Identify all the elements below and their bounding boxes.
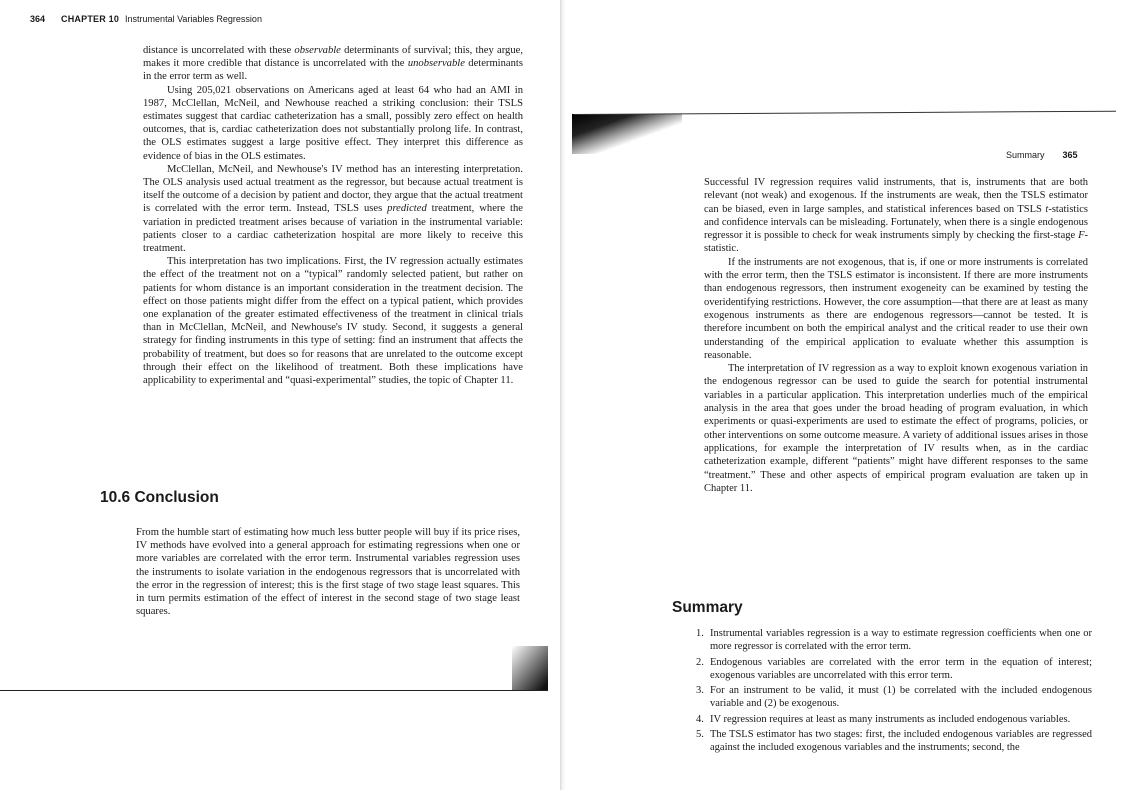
- paragraph: The interpretation of IV regression as a way to exploit known exogenous variation in the endogenous regressor can be used to guide the search for potential instrumental variables in a particular application. This interpretation underlies much of the empirical analysis in the area that goes under the broad heading of program evaluation, in which experiments or quasi-experiments are used to estimate the effect of programs, policies, or other interventions on some outcome measure. A variety of additional issues arises in those applications, for example the interpretation of IV results when, as in the cardiac catheterization example, different “patients” might have different responses to the same “treatment.” These and other aspects of empirical program evaluation are taken up in Chapter 11.: [704, 363, 1088, 494]
- left-running-head: [30, 14, 262, 24]
- chapter-title: Instrumental Variables Regression: [125, 14, 262, 24]
- list-item-text: Endogenous variables are correlated with the error term in the equation of interest; exogenous variables are uncorrelated with this error term.: [710, 656, 1092, 681]
- list-item: [696, 728, 1092, 755]
- right-page-number: 365: [1062, 150, 1078, 160]
- list-item: [696, 656, 1092, 683]
- right-running-head: [1006, 150, 1078, 160]
- right-body-text: [704, 176, 1088, 495]
- list-item: [696, 684, 1092, 711]
- left-page-number: 364: [30, 14, 46, 24]
- list-item: [696, 627, 1092, 654]
- list-number: 5.: [696, 729, 704, 741]
- paragraph: McClellan, McNeil, and Newhouse's IV method has an interesting interpretation. The OLS analysis used actual treatment as the regressor, but because actual treatment is itself the outcome of a decision by patient and doctor, they argue that the actual treatment is correlated with the error term. Instead, TSLS uses predicted treatment, where the variation in predicted treatment arises because of variation in the instrumental variable: patients closer to a cardiac catheterization hospital are more likely to receive this treatment.: [143, 163, 523, 255]
- list-item-text: The TSLS estimator has two stages: first, the included endogenous variables are regressed against the included exogenous variables and the instruments; second, the: [710, 729, 1092, 754]
- page-edge-line: [574, 111, 1116, 115]
- paragraph: Successful IV regression requires valid instruments, that is, instruments that are both relevant (not weak) and exogenous. If the instruments are weak, then the TSLS estimator can be biased, even in large samples, and statistical inferences based on TSLS t-statistics and confidence intervals can be misleading. Fortunately, when there is a single endogenous regressor it is possible to check for weak instruments simply by checking the first-stage F-statistic.: [704, 177, 1088, 255]
- summary-heading: Summary: [672, 599, 743, 616]
- right-page: [566, 0, 1148, 790]
- chapter-label: CHAPTER 10: [61, 14, 120, 24]
- section-heading: 10.6 Conclusion: [100, 489, 219, 506]
- left-page: [0, 0, 560, 790]
- summary-list: [696, 627, 1092, 757]
- list-item-text: Instrumental variables regression is a way to estimate regression coefficients when one or more regressor is correlated with the error term.: [710, 628, 1092, 653]
- paragraph: distance is uncorrelated with these observable determinants of survival; this, they argue, makes it more credible that distance is uncorrelated with the unobservable determinants in the error term as well.: [143, 45, 523, 83]
- paragraph: This interpretation has two implications. First, the IV regression actually estimates the effect of the treatment not on a “typical” randomly selected patient, but rather on patients for whom distance is an important consideration in the treatment decision. The effect on those patients might differ from the effect on a typical patient, which provides one explanation of the greater estimated effectiveness of the treatment in clinical trials than in McClellan, McNeil, and Newhouse's IV study. Second, it suggests a general strategy for finding instruments in this type of setting: find an instrument that affects the probability of treatment, but does so for reasons that are unrelated to the outcome except through their effect on the likelihood of treatment. Both these implications have applicability to experimental and “quasi-experimental” studies, the topic of Chapter 11.: [143, 256, 523, 387]
- left-body-text: [143, 44, 523, 387]
- page-edge-shadow: [572, 114, 682, 154]
- list-number: 4.: [696, 713, 704, 725]
- running-title: Summary: [1006, 150, 1045, 160]
- paragraph: If the instruments are not exogenous, that is, if one or more instruments is correlated with the error term, then the TSLS estimator is inconsistent. If there are more instruments than endogenous regressors, then instrument exogeneity can be examined by testing the overidentifying restrictions. However, the core assumption—that there are at least as many exogenous instruments as there are endogenous regressors—cannot be tested. It is therefore incumbent on both the empirical analyst and the critical reader to use their own understanding of the empirical application to evaluate whether this assumption is reasonable.: [704, 256, 1088, 361]
- list-number: 3.: [696, 685, 704, 697]
- paragraph: From the humble start of estimating how much less butter people will buy if its price rises, IV methods have evolved into a general approach for estimating regressions when one or more variables are correlated with the error term. Instrumental variables regression uses the instruments to isolate variation in the endogenous regressors that is uncorrelated with the error in the regression of interest; this is the first stage of two stage least squares. This in turn permits estimation of the effect of interest in the second stage of two stage least squares.: [136, 527, 520, 618]
- list-number: 2.: [696, 656, 704, 668]
- page-edge-shadow: [512, 646, 548, 690]
- page-edge-line: [0, 690, 548, 691]
- list-number: 1.: [696, 628, 704, 639]
- list-item-text: IV regression requires at least as many instruments as included endogenous variables.: [710, 713, 1071, 725]
- list-item: [696, 713, 1092, 726]
- list-item-text: For an instrument to be valid, it must (1) be correlated with the included endogenous variable and (2) be exogenous.: [710, 685, 1092, 710]
- paragraph: Using 205,021 observations on Americans aged at least 64 who had an AMI in 1987, McClellan, McNeil, and Newhouse reached a striking conclusion: their TSLS estimates suggest that cardiac catheterization has a small, possibly zero effect on health outcomes, that is, cardiac catheterization does not substantially prolong life. In contrast, the OLS estimates suggest a large positive effect. They interpret this difference as evidence of bias in the OLS estimates.: [143, 84, 523, 162]
- conclusion-text: [136, 526, 520, 618]
